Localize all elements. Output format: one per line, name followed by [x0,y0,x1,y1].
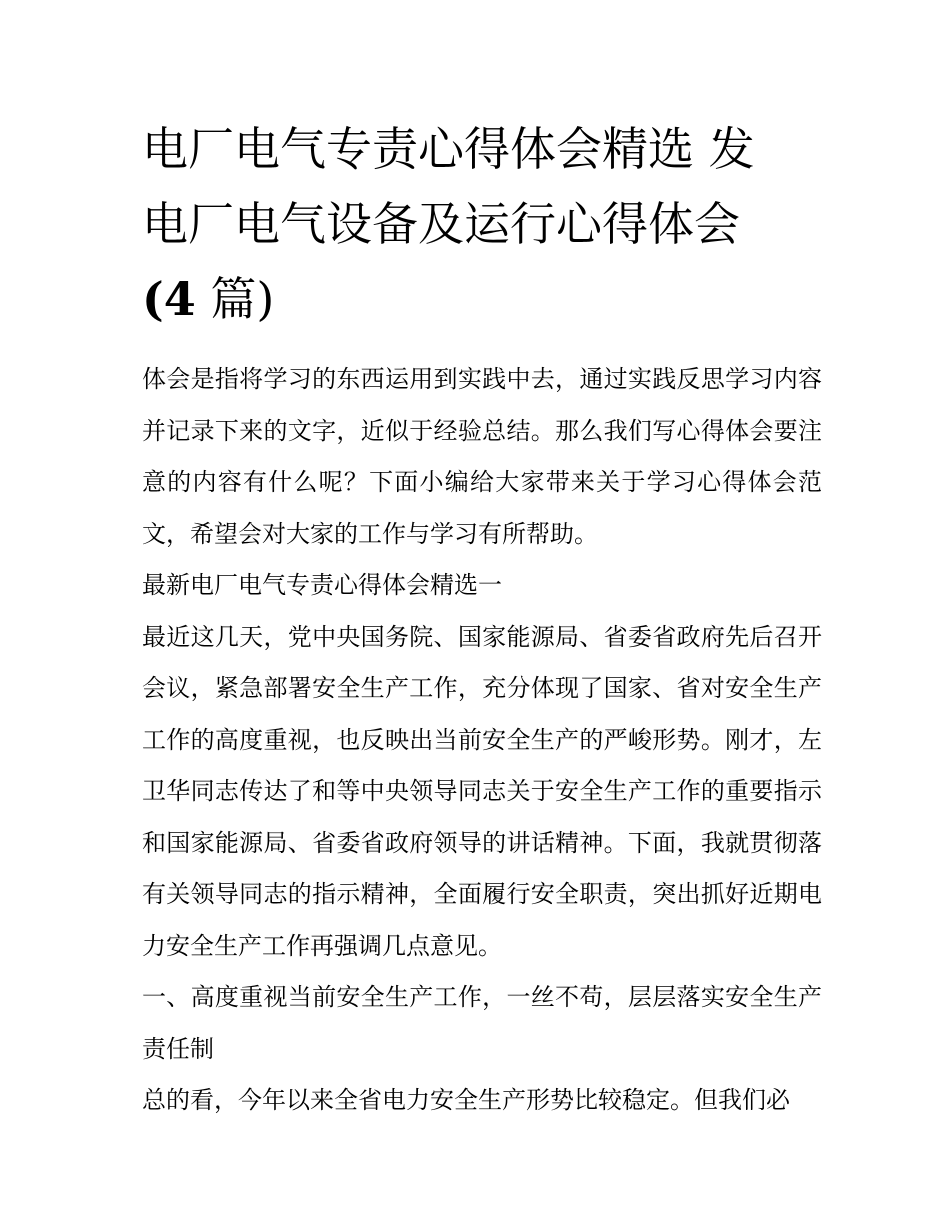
body-paragraph: 最近这几天，党中央国务院、国家能源局、省委省政府先后召开会议，紧急部署安全生产工作，充分体现了国家、省对安全生产工作的高度重视，也反映出当前安全生产的严峻形势。刚才，左卫华同志传达了和等中央领导同志关于安全生产工作的重要指示和国家能源局、省委省政府领导的讲话精神。下面，我就贯彻落有关领导同志的指示精神，全面履行安全职责，突出抓好近期电力安全生产工作再强调几点意见。 [142,622,822,960]
title-line-1: 电厂电气专责心得体会精选 发 [142,122,755,176]
title-line-3-rest: 篇) [210,272,275,326]
body-paragraph: 总的看，今年以来全省电力安全生产形势比较稳定。但我们必 [142,1086,790,1114]
intro-paragraph: 体会是指将学习的东西运用到实践中去，通过实践反思学习内容并记录下来的文字，近似于经验总结。那么我们写心得体会要注意的内容有什么呢？下面小编给大家带来关于学习心得体会范文，希望会对大家的工作与学习有所帮助。 [142,365,822,548]
section-heading: 最新电厂电气专责心得体会精选一 [142,571,502,599]
document-title [142,112,822,337]
title-line-3-number: (4 [142,272,196,326]
subsection-heading: 一、高度重视当前安全生产工作，一丝不苟，层层落实安全生产责任制 [142,983,822,1063]
title-line-2: 电厂电气设备及运行心得体会 [142,197,740,251]
document-body [142,354,822,1127]
